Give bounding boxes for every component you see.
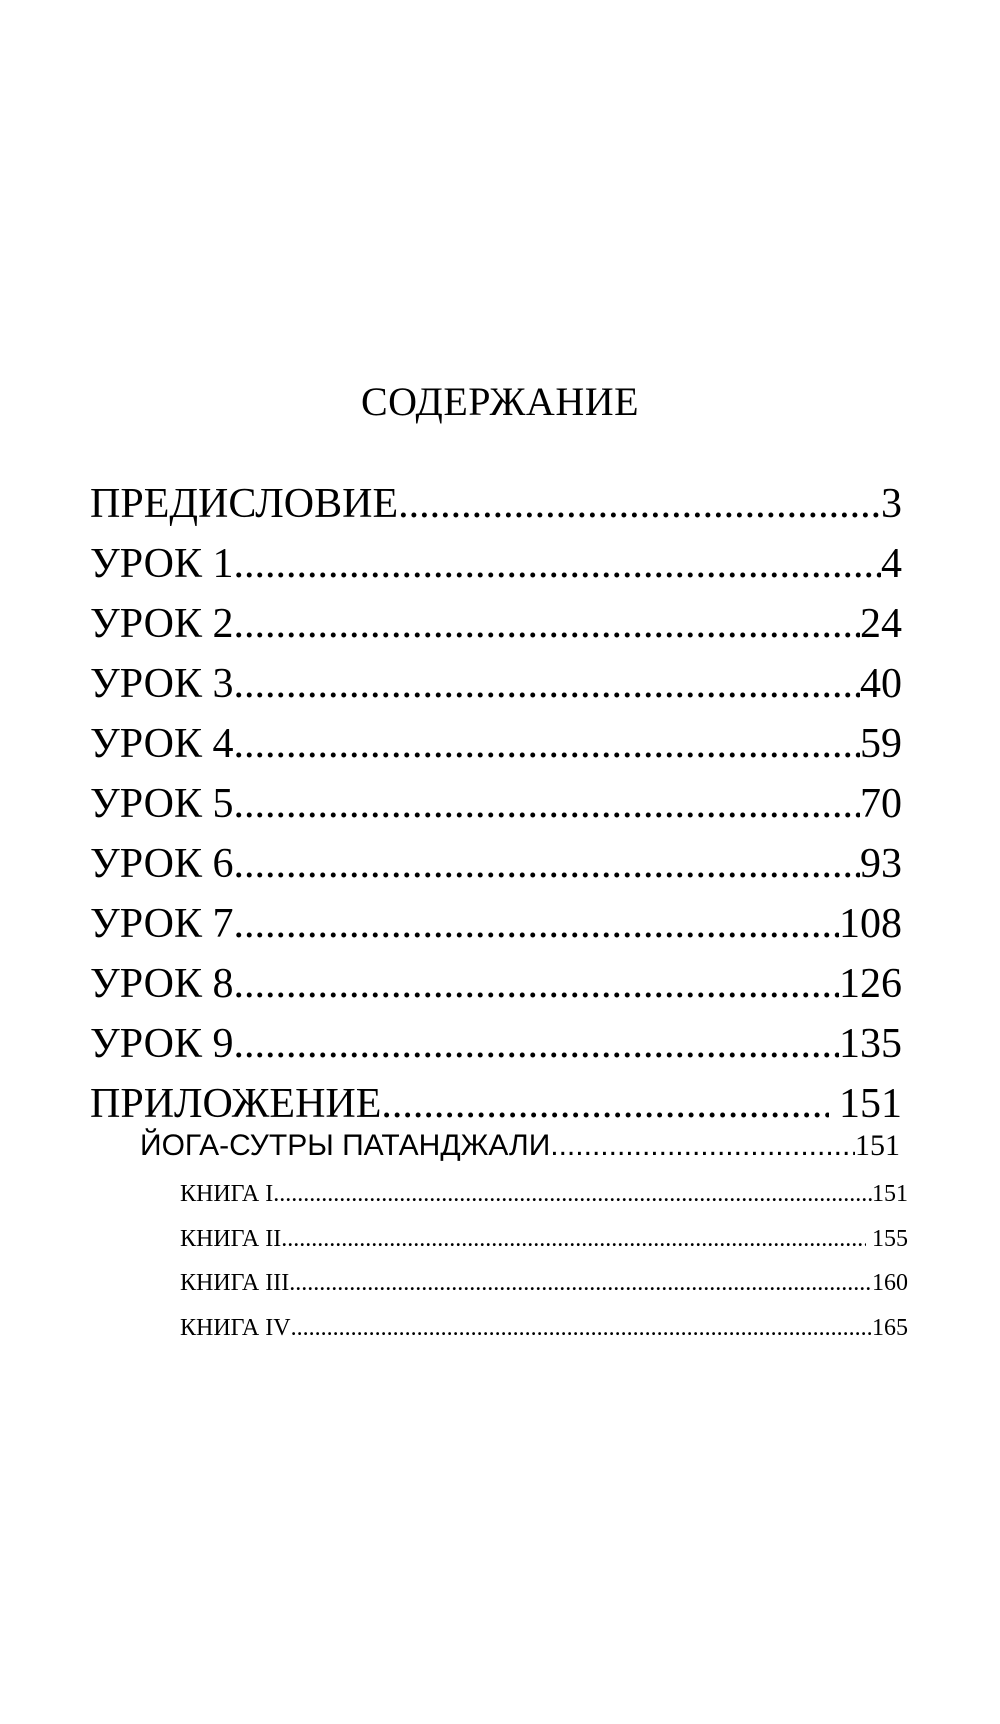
- toc-entry-page: 160: [872, 1270, 908, 1296]
- toc-entry-book-2[interactable]: [180, 1223, 908, 1255]
- toc-entry-page: 40: [860, 661, 902, 707]
- toc-entry-lesson-2[interactable]: [90, 597, 902, 651]
- toc-entry-lesson-9[interactable]: [90, 1017, 902, 1071]
- toc-entry-label: УРОК 1: [90, 541, 234, 587]
- toc-entry-label: ПРИЛОЖЕНИЕ: [90, 1081, 382, 1127]
- toc-entry-label: УРОК 5: [90, 781, 234, 827]
- toc-leader-dots: [289, 1267, 872, 1299]
- toc-entry-label: УРОК 4: [90, 721, 234, 767]
- toc-entry-page: 70: [860, 781, 902, 827]
- toc-entry-page: 126: [839, 961, 902, 1007]
- toc-entry-page: 24: [860, 601, 902, 647]
- toc-entry-page: 135: [839, 1021, 902, 1067]
- toc-leader-dots: [233, 777, 860, 831]
- toc-entry-page: 93: [860, 841, 902, 887]
- toc-leader-dots: [398, 477, 881, 531]
- toc-entry-label: УРОК 9: [90, 1021, 234, 1067]
- toc-entry-page: 59: [860, 721, 902, 767]
- toc-entry-book-1[interactable]: [180, 1178, 908, 1210]
- toc-entry-label: УРОК 3: [90, 661, 234, 707]
- toc-entry-lesson-4[interactable]: [90, 717, 902, 771]
- toc-entry-label: УРОК 2: [90, 601, 234, 647]
- toc-entry-page: 151: [828, 1081, 902, 1127]
- toc-entry-preface[interactable]: [90, 477, 902, 531]
- toc-entry-label: КНИГА II: [180, 1226, 282, 1252]
- toc-entry-label: КНИГА III: [180, 1270, 290, 1296]
- toc-leader-dots: [233, 1017, 839, 1071]
- toc-leader-dots: [281, 1223, 866, 1255]
- toc-entry-appendix[interactable]: [90, 1077, 902, 1131]
- toc-entry-lesson-6[interactable]: [90, 837, 902, 891]
- toc-leader-dots: [233, 717, 860, 771]
- toc-entry-page: 165: [872, 1315, 908, 1341]
- toc-entry-label: ЙОГА-СУТРЫ ПАТАНДЖАЛИ: [140, 1129, 551, 1162]
- toc-leader-dots: [273, 1178, 872, 1210]
- toc-leader-dots: [233, 897, 839, 951]
- toc-entry-label: КНИГА I: [180, 1181, 274, 1207]
- toc-entry-label: УРОК 7: [90, 901, 234, 947]
- toc-entry-lesson-1[interactable]: [90, 537, 902, 591]
- toc-entry-page: 4: [881, 541, 902, 587]
- toc-entry-page: 151: [872, 1181, 908, 1207]
- toc-entry-page: 108: [839, 901, 902, 947]
- toc-entry-lesson-3[interactable]: [90, 657, 902, 711]
- toc-title: СОДЕРЖАНИЕ: [360, 379, 640, 424]
- toc-leader-dots: [550, 1127, 855, 1165]
- toc-entry-lesson-8[interactable]: [90, 957, 902, 1011]
- toc-leader-dots: [233, 657, 860, 711]
- toc-entry-label: КНИГА IV: [180, 1315, 291, 1341]
- toc-leader-dots: [233, 957, 839, 1011]
- toc-entry-yoga-sutras[interactable]: [140, 1127, 900, 1165]
- toc-entry-lesson-5[interactable]: [90, 777, 902, 831]
- toc-entry-book-3[interactable]: [180, 1267, 908, 1299]
- toc-entry-page: 151: [855, 1129, 900, 1162]
- toc-entry-label: ПРЕДИСЛОВИЕ: [90, 481, 399, 527]
- toc-leader-dots: [291, 1312, 872, 1344]
- toc-leader-dots: [233, 597, 860, 651]
- toc-leader-dots: [233, 537, 881, 591]
- toc-entry-page: 155: [866, 1226, 908, 1252]
- toc-leader-dots: [381, 1077, 828, 1131]
- toc-entry-book-4[interactable]: [180, 1312, 908, 1344]
- toc-entry-label: УРОК 6: [90, 841, 234, 887]
- toc-entry-page: 3: [881, 481, 902, 527]
- toc-entry-lesson-7[interactable]: [90, 897, 902, 951]
- toc-leader-dots: [233, 837, 860, 891]
- toc-entry-label: УРОК 8: [90, 961, 234, 1007]
